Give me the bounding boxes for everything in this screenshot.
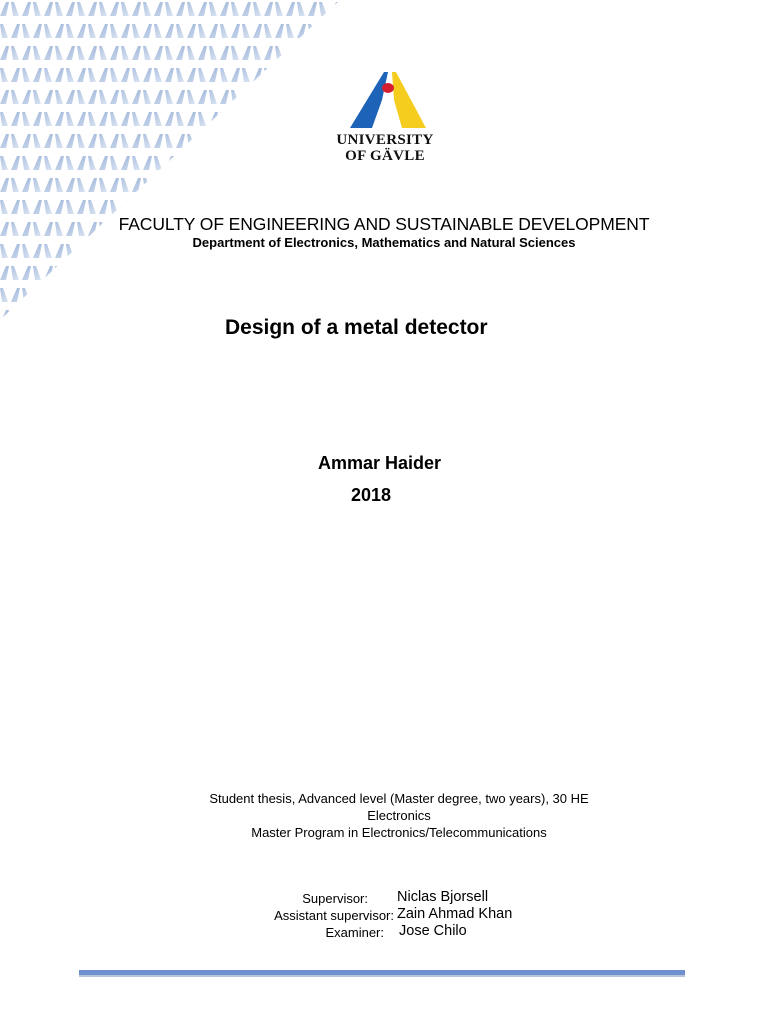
pattern-mark [22,46,41,60]
pattern-mark [33,156,52,170]
pattern-mark [165,288,184,302]
pattern-mark [77,68,96,82]
pattern-mark [99,112,118,126]
pattern-mark [44,310,63,320]
pattern-mark [209,112,228,126]
pattern-mark [297,68,316,82]
pattern-mark [286,178,305,192]
pattern-mark [220,2,239,16]
pattern-mark [286,2,305,16]
pattern-mark [242,46,261,60]
pattern-mark [0,68,8,82]
thesis-program: Master Program in Electronics/Telecommunications [251,825,547,840]
pattern-mark [308,134,327,148]
pattern-mark [297,156,316,170]
university-logo [330,70,440,170]
pattern-mark [121,288,140,302]
pattern-mark [165,156,184,170]
pattern-mark [132,46,151,60]
pattern-mark [308,2,327,16]
pattern-mark [33,200,52,214]
supervisor-row [0,889,768,906]
pattern-mark [264,2,283,16]
pattern-mark [77,24,96,38]
pattern-mark [0,288,8,302]
pattern-mark [143,68,162,82]
department-heading: Department of Electronics, Mathematics and Natural Sciences [192,235,576,250]
pattern-mark [176,46,195,60]
pattern-mark [231,288,250,302]
pattern-mark [88,46,107,60]
pattern-mark [110,2,129,16]
pattern-mark [264,134,283,148]
pattern-mark [143,112,162,126]
logo-text-line1: UNIVERSITY [336,132,434,148]
pattern-mark [55,112,74,126]
pattern-mark [253,288,272,302]
pattern-mark [22,266,41,280]
thesis-subject: Electronics [367,808,431,823]
pattern-mark [286,266,305,280]
pattern-mark [176,90,195,104]
pattern-mark [66,2,85,16]
thesis-title: Design of a metal detector [225,316,488,339]
faculty-heading: FACULTY OF ENGINEERING AND SUSTAINABLE DEVELOPMENT [118,214,650,234]
pattern-mark [55,200,74,214]
pattern-mark [220,178,239,192]
pattern-mark [110,90,129,104]
pattern-mark [0,112,8,126]
author-name: Ammar Haider [318,453,442,473]
pattern-mark [66,310,85,320]
pattern-mark [132,310,151,320]
pattern-mark [121,68,140,82]
pattern-mark [154,90,173,104]
pattern-mark [0,178,19,192]
pattern-mark [209,68,228,82]
pattern-mark [44,178,63,192]
logo-emblem [344,70,426,130]
pattern-mark [231,200,250,214]
pattern-mark [110,46,129,60]
pattern-mark [22,310,41,320]
pattern-mark [0,24,8,38]
pattern-mark [198,178,217,192]
pattern-mark [209,200,228,214]
pattern-mark [77,200,96,214]
pattern-mark [330,46,340,60]
pattern-mark [44,134,63,148]
thesis-level: Student thesis, Advanced level (Master degree, two years), 30 HE [209,791,589,806]
pattern-mark [308,266,327,280]
pattern-mark [11,288,30,302]
pattern-mark [275,24,294,38]
pattern-mark [187,24,206,38]
pattern-mark [99,68,118,82]
pattern-mark [253,68,272,82]
pattern-mark [286,46,305,60]
pattern-mark [297,288,316,302]
assistant-supervisor-row [0,906,768,923]
pattern-mark [176,310,195,320]
pattern-mark [319,288,338,302]
pattern-mark [99,156,118,170]
pattern-mark [88,266,107,280]
pattern-mark [220,266,239,280]
pattern-mark [308,178,327,192]
bottom-rule [79,970,685,975]
pattern-mark [143,288,162,302]
pattern-mark [11,68,30,82]
pattern-mark [165,200,184,214]
pattern-mark [11,24,30,38]
pattern-mark [110,266,129,280]
pattern-mark [308,46,327,60]
examiner-row [0,923,768,940]
assistant-supervisor-label: Assistant supervisor: [274,908,394,923]
pattern-mark [88,2,107,16]
pattern-mark [264,90,283,104]
pattern-mark [0,134,19,148]
pattern-mark [187,156,206,170]
pattern-mark [88,310,107,320]
pattern-mark [0,200,8,214]
pattern-mark [165,68,184,82]
pattern-mark [77,288,96,302]
pattern-mark [110,178,129,192]
pattern-mark [55,288,74,302]
pattern-mark [319,24,338,38]
pattern-mark [242,266,261,280]
pattern-mark [66,266,85,280]
pattern-mark [286,134,305,148]
pattern-mark [220,46,239,60]
pattern-mark [77,112,96,126]
pattern-mark [0,310,19,320]
pattern-mark [297,24,316,38]
pattern-mark [220,134,239,148]
pattern-mark [66,178,85,192]
pattern-mark [330,266,340,280]
pattern-mark [187,200,206,214]
pattern-mark [330,2,340,16]
pattern-mark [275,156,294,170]
pattern-mark [11,200,30,214]
pattern-mark [154,310,173,320]
pattern-mark [231,156,250,170]
pattern-mark [253,200,272,214]
pattern-mark [0,266,19,280]
pattern-mark [176,266,195,280]
pattern-mark [154,2,173,16]
pattern-mark [110,310,129,320]
logo-text-line2: OF GÄVLE [345,148,425,164]
pattern-mark [0,156,8,170]
pattern-mark [154,134,173,148]
supervisor-label: Supervisor: [302,891,368,906]
pattern-mark [33,68,52,82]
pattern-mark [242,134,261,148]
pattern-mark [154,46,173,60]
pattern-mark [44,90,63,104]
assistant-supervisor-name: Zain Ahmad Khan [397,906,513,922]
pattern-mark [22,2,41,16]
pattern-mark [176,134,195,148]
pattern-mark [165,24,184,38]
pattern-mark [99,288,118,302]
pattern-mark [297,112,316,126]
pattern-mark [165,112,184,126]
pattern-mark [0,46,19,60]
pattern-mark [121,24,140,38]
pattern-mark [308,90,327,104]
pattern-mark [319,200,338,214]
pattern-mark [88,178,107,192]
pattern-mark [154,178,173,192]
pattern-mark [11,112,30,126]
pattern-mark [198,134,217,148]
pattern-mark [176,178,195,192]
pattern-mark [220,90,239,104]
pattern-mark [154,266,173,280]
pattern-mark [66,90,85,104]
pattern-mark [242,2,261,16]
pattern-mark [209,156,228,170]
pattern-mark [88,90,107,104]
pattern-mark [264,46,283,60]
pattern-mark [286,90,305,104]
pattern-mark [187,68,206,82]
pattern-mark [0,2,19,16]
pattern-mark [132,90,151,104]
examiner-name: Jose Chilo [399,923,467,939]
pattern-mark [253,112,272,126]
pattern-mark [143,200,162,214]
pattern-mark [121,156,140,170]
corner-pattern [0,0,340,320]
pattern-mark [99,24,118,38]
pattern-mark [275,68,294,82]
pattern-mark [231,112,250,126]
pattern-mark [253,156,272,170]
pattern-mark [242,90,261,104]
pattern-mark [275,112,294,126]
pattern-mark [209,288,228,302]
pattern-mark [132,2,151,16]
pattern-mark [33,112,52,126]
thesis-info [0,790,768,841]
pattern-mark [143,156,162,170]
pattern-mark [44,2,63,16]
pattern-mark [99,200,118,214]
pattern-mark [253,24,272,38]
pattern-mark [11,156,30,170]
pattern-mark [66,46,85,60]
pattern-mark [330,178,340,192]
pattern-mark [66,134,85,148]
pattern-mark [55,24,74,38]
pattern-mark [198,266,217,280]
pattern-mark [88,134,107,148]
pattern-mark [44,266,63,280]
pattern-mark [121,112,140,126]
pattern-mark [198,46,217,60]
pattern-mark [231,24,250,38]
pattern-mark [110,134,129,148]
examiner-label: Examiner: [325,925,384,940]
pattern-mark [55,68,74,82]
pattern-mark [22,178,41,192]
pattern-mark [264,178,283,192]
pattern-mark [264,266,283,280]
pattern-mark [275,200,294,214]
pattern-mark [33,24,52,38]
pattern-mark [132,134,151,148]
pattern-mark [198,2,217,16]
pattern-mark [0,90,19,104]
pattern-mark [297,200,316,214]
pattern-mark [77,156,96,170]
pattern-mark [231,68,250,82]
pattern-mark [143,24,162,38]
pattern-mark [132,178,151,192]
pattern-mark [55,156,74,170]
pattern-mark [242,178,261,192]
pattern-mark [209,24,228,38]
pattern-mark [198,310,217,320]
pattern-mark [22,90,41,104]
pattern-mark [187,288,206,302]
pattern-mark [187,112,206,126]
pattern-mark [132,266,151,280]
thesis-year: 2018 [351,485,392,505]
pattern-mark [22,134,41,148]
pattern-mark [176,2,195,16]
pattern-mark [33,288,52,302]
pattern-mark [198,90,217,104]
pattern-mark [275,288,294,302]
pattern-mark [44,46,63,60]
pattern-mark [121,200,140,214]
supervisor-name: Niclas Bjorsell [397,889,489,905]
